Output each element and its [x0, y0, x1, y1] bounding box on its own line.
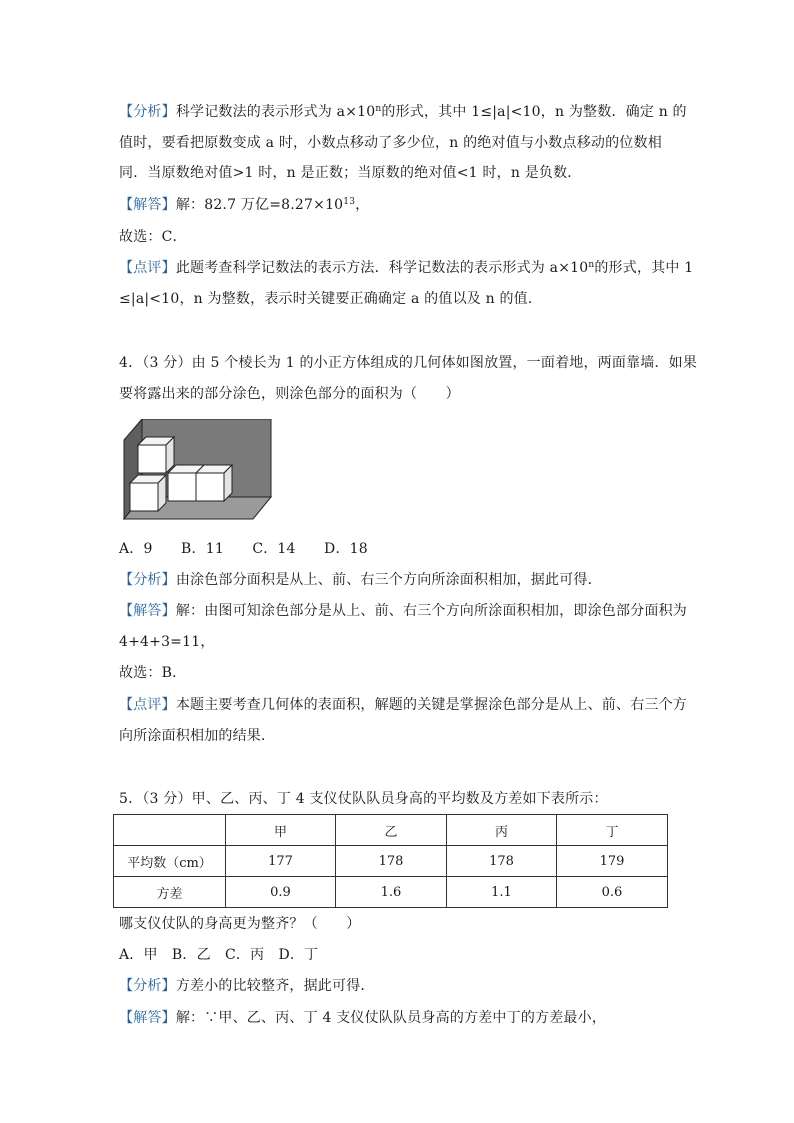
table-cell: 178	[447, 846, 557, 877]
q4-answer-line-2: 4+4+3=11，	[119, 634, 215, 650]
cube-front-face	[130, 483, 158, 511]
table-cell: 甲	[226, 815, 336, 846]
q4-answer-line-1: 【解答】解：由图可知涂色部分是从上、前、右三个方向所涂面积相加，即涂色部分面积为	[119, 603, 688, 619]
q5-answer: 【解答】解：∵甲、乙、丙、丁 4 支仪仗队队员身高的方差中丁的方差最小，	[119, 1010, 607, 1026]
q3-answer-line: 【解答】解：82.7 万亿$=8.27\times 10^{13}$，	[119, 197, 370, 213]
q3-analysis-line-1: 【分析】科学记数法的表示形式为 $a\times 10^n$的形式，其中 1≤|a|<10，n 为整数．确定 n 的	[119, 104, 687, 120]
cube-figure	[122, 419, 272, 521]
table-row	[114, 846, 668, 877]
cube-front-face	[196, 473, 224, 501]
cube-front-face	[138, 445, 166, 473]
q5-options: A．甲 B．乙 C．丙 D．丁	[119, 947, 319, 963]
table-cell: 179	[557, 846, 668, 877]
table-row	[114, 877, 668, 908]
q3-comment-line-1: 【点评】此题考查科学记数法的表示方法．科学记数法的表示形式为 $a\times 10^n$的形式，其中 1	[119, 260, 694, 276]
cube-front-face	[168, 473, 196, 501]
q4-options: A．9 B．11 C．14 D．18	[119, 541, 368, 557]
q3-comment-line-2: ≤|a|<10，n 为整数，表示时关键要正确确定 a 的值以及 n 的值．	[119, 291, 543, 307]
q4-choice: 故选：B．	[119, 665, 187, 681]
table-cell: 丙	[447, 815, 557, 846]
q3-analysis-line-3: 同．当原数绝对值>1 时，n 是正数；当原数的绝对值<1 时，n 是负数．	[119, 165, 582, 181]
q4-comment-line-2: 向所涂面积相加的结果．	[119, 728, 276, 744]
table-cell: 1.6	[336, 877, 447, 908]
q5-stem: 5．（3 分）甲、乙、丙、丁 4 支仪仗队队员身高的平均数及方差如下表所示：	[119, 791, 608, 807]
q4-stem-line-1: 4．（3 分）由 5 个棱长为 1 的小正方体组成的几何体如图放置，一面着地，两面靠墙．如果	[119, 355, 698, 371]
table-cell: 177	[226, 846, 336, 877]
table-cell: 0.6	[557, 877, 668, 908]
table-cell: 方差	[114, 877, 226, 908]
variance-table	[113, 814, 668, 908]
answer-tag: 【解答】	[119, 1010, 176, 1026]
answer-tag: 【解答】	[119, 603, 176, 619]
analysis-tag: 【分析】	[119, 104, 176, 120]
table-cell: 平均数（cm）	[114, 846, 226, 877]
analysis-tag: 【分析】	[119, 978, 176, 994]
q4-comment-line-1: 【点评】本题主要考查几何体的表面积，解题的关键是掌握涂色部分是从上、前、右三个方	[119, 697, 688, 713]
q3-analysis-line-2: 值时，要看把原数变成 a 时，小数点移动了多少位，n 的绝对值与小数点移动的位数相	[119, 135, 662, 151]
table-cell: 丁	[557, 815, 668, 846]
analysis-tag: 【分析】	[119, 572, 176, 588]
comment-tag: 【点评】	[119, 260, 176, 276]
q3-choice: 故选：C．	[119, 229, 187, 245]
answer-tag: 【解答】	[119, 197, 176, 213]
q5-analysis: 【分析】方差小的比较整齐，据此可得．	[119, 978, 375, 994]
table-cell	[114, 815, 226, 846]
q4-analysis: 【分析】由涂色部分面积是从上、前、右三个方向所涂面积相加，据此可得．	[119, 572, 602, 588]
table-cell: 1.1	[447, 877, 557, 908]
table-cell: 0.9	[226, 877, 336, 908]
comment-tag: 【点评】	[119, 697, 176, 713]
q4-stem-line-2: 要将露出来的部分涂色，则涂色部分的面积为（ ）	[119, 386, 460, 402]
table-cell: 乙	[336, 815, 447, 846]
table-header-row	[114, 815, 668, 846]
q5-question: 哪支仪仗队的身高更为整齐？（ ）	[119, 916, 361, 932]
table-cell: 178	[336, 846, 447, 877]
